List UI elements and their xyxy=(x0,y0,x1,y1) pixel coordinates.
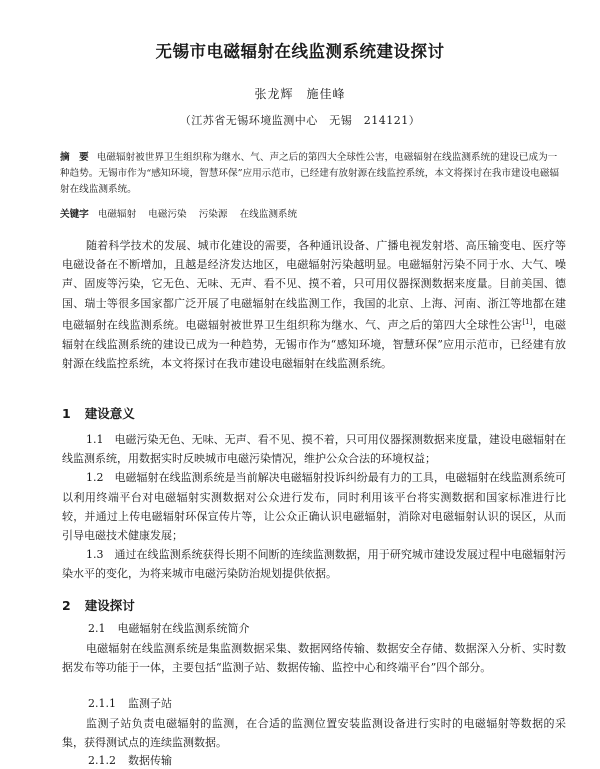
subsection-2-1-heading xyxy=(88,620,250,636)
keyword: 电磁辐射 xyxy=(97,209,137,220)
intro-section xyxy=(62,236,566,373)
intro-text-b: ，电磁辐射在线监测系统的建设已成为一种趋势，无锡市作为“感知环境，智慧环保”应用示范市，已经建有放射源在线监控系统，本文将探讨在我市建设电磁辐射在线监测系统。 xyxy=(62,318,566,370)
paragraph: 电磁辐射在线监测系统是集监测数据采集、数据网络传输、数据安全存储、数据深入分析、实时数据发布等功能于一体，主要包括“监测子站、数据传输、监控中心和终端平台”四个部分。 xyxy=(62,642,566,675)
intro-paragraph xyxy=(62,236,566,373)
section-number: 2 xyxy=(62,598,71,613)
paragraph: 1.3 通过在线监测系统获得长期不间断的连续监测数据，用于研究城市建设发展过程中电磁辐射污染水平的变化，为将来城市电磁污染防治规划提供依据。 xyxy=(62,548,566,581)
authors: 张龙辉 施佳峰 xyxy=(254,87,346,101)
abstract-text: 电磁辐射被世界卫生组织称为继水、气、声之后的第四大全球性公害，电磁辐射在线监测系统的建设已成为一种趋势。无锡市作为“感知环境，智慧环保”应用示范市，已经建有放射源在线监控系统，本文将探讨在我市建设电磁辐射在线监测系统。 xyxy=(60,152,560,195)
section-number: 1 xyxy=(62,406,71,421)
keyword: 污染源 xyxy=(198,209,228,220)
paragraph: 1.1 电磁污染无色、无味、无声、看不见、摸不着，只可用仪器探测数据来度量，建设电磁辐射在线监测系统，用数据实时反映城市电磁污染情况，维护公众合法的环境权益； xyxy=(62,433,566,466)
keyword: 电磁污染 xyxy=(148,209,187,220)
keywords xyxy=(60,206,560,220)
paragraph: 监测子站负责电磁辐射的监测，在合适的监测位置安装监测设备进行实时的电磁辐射等数据的采集，获得测试点的连续监测数据。 xyxy=(62,717,566,750)
reference-mark: [1] xyxy=(522,317,533,326)
subsection-title: 监测子站 xyxy=(128,697,172,710)
abstract-label: 摘 要 xyxy=(60,152,89,163)
paper-title: 无锡市电磁辐射在线监测系统建设探讨 xyxy=(155,42,445,61)
subsection-2-1-1-body xyxy=(62,714,566,752)
subsection-number: 2.1.2 xyxy=(88,754,116,767)
abstract xyxy=(60,150,560,198)
subsection-title: 电磁辐射在线监测系统简介 xyxy=(117,622,250,635)
keyword: 在线监测系统 xyxy=(239,209,298,220)
subsection-2-1-1-heading xyxy=(88,695,172,711)
subsection-number: 2.1.1 xyxy=(88,697,116,710)
subsection-2-1-2-heading xyxy=(88,752,172,768)
keywords-label: 关键字 xyxy=(60,209,89,220)
affiliation: （江苏省无锡环境监测中心 无锡 214121） xyxy=(179,114,421,127)
section-2-heading xyxy=(62,596,135,614)
intro-text-a: 随着科学技术的发展、城市化建设的需要，各种通讯设备、广播电视发射塔、高压输变电、医疗等电磁设备在不断增加，且越是经济发达地区，电磁辐射污染越明显。电磁辐射污染不同于水、大气、噪声、固废等污染，它无色、无味、无声、看不见、摸不着，只可用仪器探测数据来度量。目前美国、德国、瑞士等很多国家都广泛开展了电磁辐射在线监测工作，我国的北京、上海、河南、浙江等地都在建电磁辐射在线监测系统。电磁辐射被世界卫生组织称为继水、气、声之后的第四大全球性公害 xyxy=(62,239,566,332)
section-1-body xyxy=(62,430,566,584)
section-title: 建设意义 xyxy=(84,406,135,421)
section-1-heading xyxy=(62,404,135,422)
paragraph: 1.2 电磁辐射在线监测系统是当前解决电磁辐射投诉纠纷最有力的工具，电磁辐射在线监测系统可以利用终端平台对电磁辐射实测数据对公众进行发布，同时利用该平台将实测数据和国家标准进行比较，并通过上传电磁辐射环保宣传片等，让公众正确认识电磁辐射，消除对电磁辐射认识的误区，从而引导电磁技术健康发展； xyxy=(62,471,566,543)
subsection-title: 数据传输 xyxy=(128,754,172,767)
subsection-number: 2.1 xyxy=(88,622,106,635)
section-title: 建设探讨 xyxy=(84,598,135,613)
subsection-2-1-body xyxy=(62,639,566,677)
